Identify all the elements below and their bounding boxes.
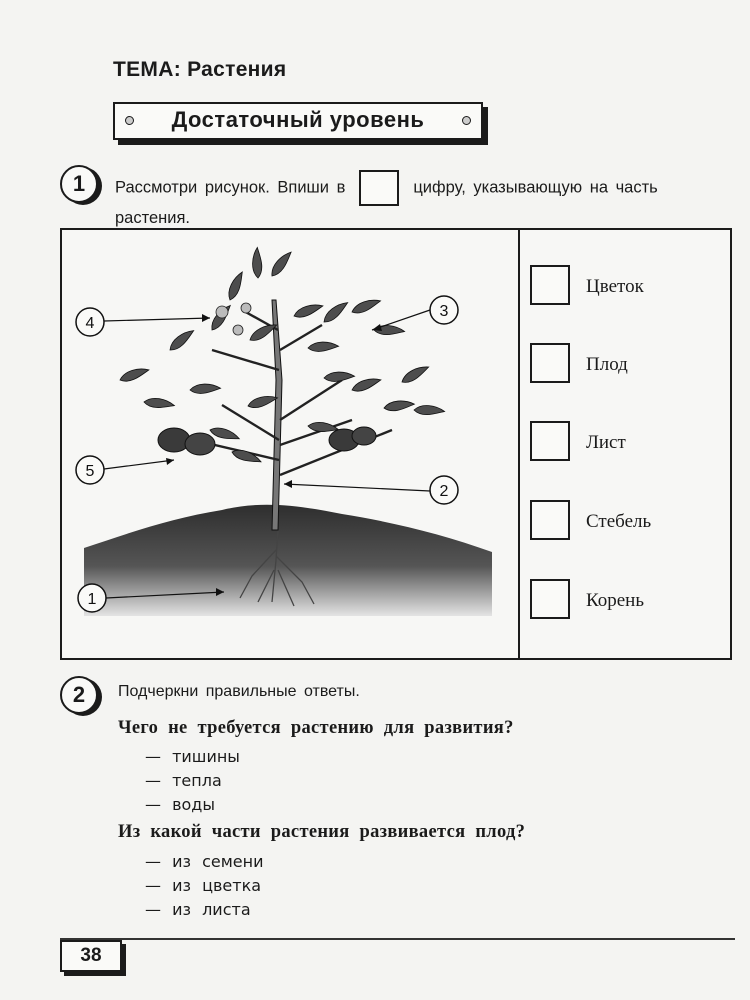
option-label-fruit: Плод: [586, 354, 628, 375]
answer-box-leaf[interactable]: [530, 421, 570, 461]
option-label-root: Корень: [586, 590, 644, 611]
answer-option[interactable]: — тепла: [145, 771, 222, 790]
question-2-instruction: Подчеркни правильные ответы.: [118, 683, 360, 700]
callout-label-1: 1: [87, 591, 97, 608]
question-2-number: 2: [60, 676, 98, 714]
question-1-text-after: цифру, указывающую на часть растения.: [115, 178, 658, 227]
question-1-text: [115, 170, 735, 230]
topic-title: ТЕМА: Растения: [113, 58, 287, 81]
question-2-part-2: Из какой части растения развивается плод?: [118, 822, 526, 842]
question-2-part-1: Чего не требуется растению для развития?: [118, 718, 514, 738]
soil-icon: [84, 505, 492, 616]
callout-label-4: 4: [85, 315, 95, 332]
option-label-flower: Цветок: [586, 276, 644, 297]
level-title: Достаточный уровень: [171, 107, 425, 132]
question-1-text-before: Рассмотри рисунок. Впиши в: [115, 178, 346, 197]
tomato-plant-illustration: [62, 230, 518, 654]
question-1-number: 1: [60, 165, 98, 203]
figure-divider: [518, 230, 520, 658]
tomato-fruit-icon: [158, 427, 376, 455]
answer-option[interactable]: — из цветка: [145, 876, 262, 895]
callout-label-3: 3: [439, 303, 449, 320]
rivet-dot-icon: [462, 116, 471, 125]
answer-box-root[interactable]: [530, 579, 570, 619]
callout-label-5: 5: [85, 463, 95, 480]
option-label-stem: Стебель: [586, 511, 652, 532]
option-label-leaf: Лист: [586, 432, 626, 453]
answer-option[interactable]: — тишины: [145, 747, 240, 766]
answer-box-flower[interactable]: [530, 265, 570, 305]
answer-option[interactable]: — из семени: [145, 852, 264, 871]
answer-option[interactable]: — из листа: [145, 900, 251, 919]
answer-option[interactable]: — воды: [145, 795, 215, 814]
stem-icon: [172, 300, 392, 530]
answer-box-fruit[interactable]: [530, 343, 570, 383]
callout-label-2: 2: [439, 483, 449, 500]
question-1-answer-box[interactable]: [359, 170, 399, 206]
page-number: 38: [60, 940, 122, 972]
level-banner: [113, 102, 483, 140]
footer-rule: [60, 938, 735, 940]
answer-box-stem[interactable]: [530, 500, 570, 540]
